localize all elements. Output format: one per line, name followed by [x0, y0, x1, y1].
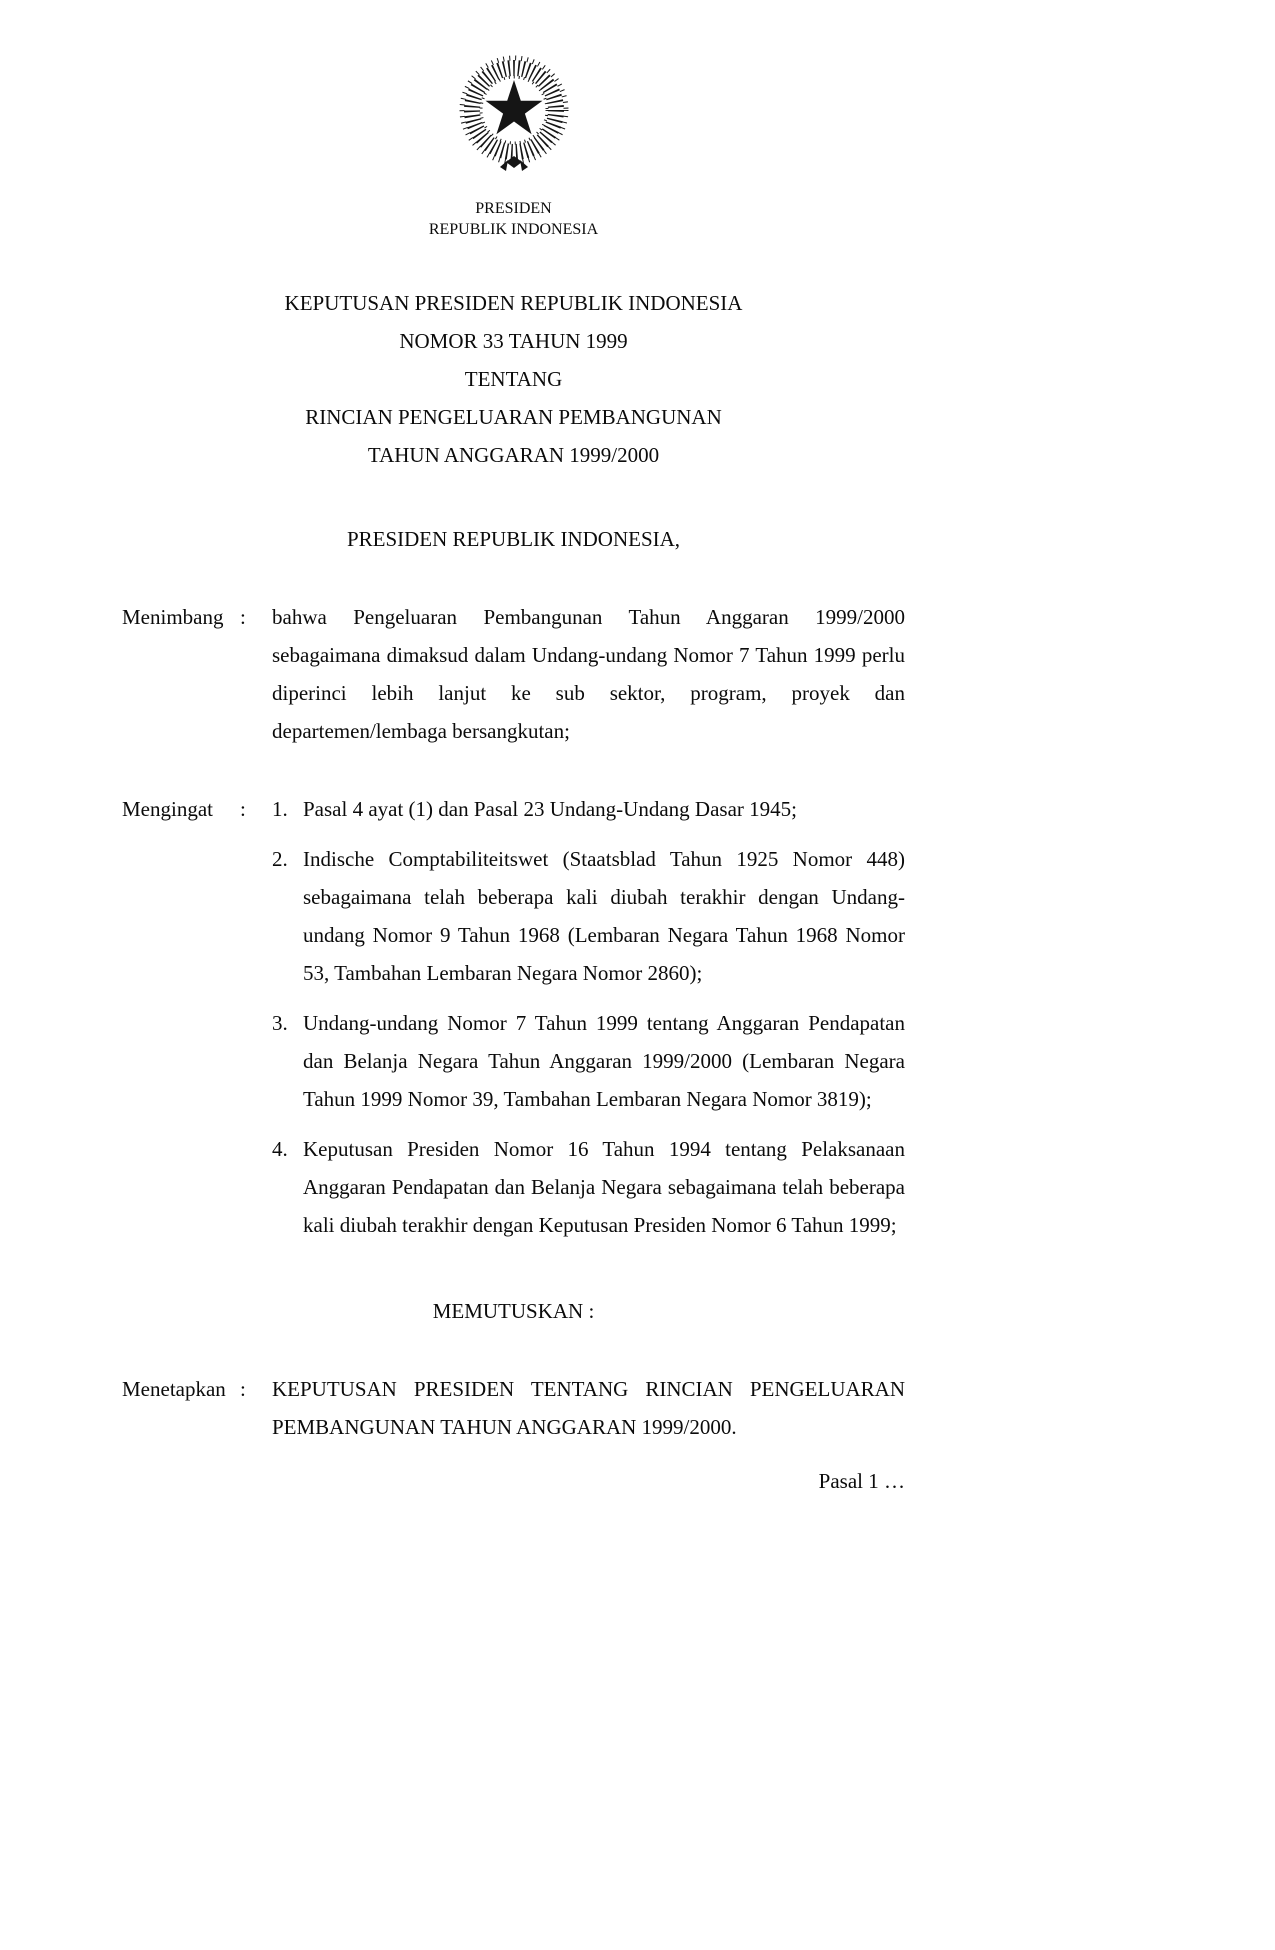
- recital-number: 1.: [272, 797, 288, 821]
- document-title: [122, 284, 905, 474]
- recitals-list: [272, 790, 905, 1244]
- recital-number: 4.: [272, 1137, 288, 1161]
- recital-item-2: [272, 840, 905, 992]
- recital-text: Keputusan Presiden Nomor 16 Tahun 1994 tentang Pelaksanaan Anggaran Pendapatan dan Belanja Negara sebagaimana telah beberapa kali diubah terakhir dengan Keputusan Presiden Nomor 6 Tahun 1999;: [303, 1137, 905, 1237]
- recital-item-1: [272, 790, 905, 828]
- title-line-5: TAHUN ANGGARAN 1999/2000: [367, 443, 660, 467]
- document-content: [122, 0, 905, 1500]
- considerations-section: [122, 598, 905, 750]
- recital-text: Undang-undang Nomor 7 Tahun 1999 tentang Anggaran Pendapatan dan Belanja Negara Tahun Anggaran 1999/2000 (Lembaran Negara Tahun 1999 Nomor 39, Tambahan Lembaran Negara Nomor 3819);: [303, 1011, 905, 1111]
- letterhead-line-republik: REPUBLIK INDONESIA: [428, 221, 599, 238]
- recitals-section: [122, 790, 905, 1244]
- recital-text: Pasal 4 ayat (1) dan Pasal 23 Undang-Undang Dasar 1945;: [303, 797, 797, 821]
- enactment-colon: :: [240, 1377, 246, 1401]
- presidential-seal: [450, 46, 578, 190]
- recital-item-3: [272, 1004, 905, 1118]
- considerations-text: bahwa Pengeluaran Pembangunan Tahun Anggaran 1999/2000 sebagaimana dimaksud dalam Undang-undang Nomor 7 Tahun 1999 perlu diperinci lebih lanjut ke sub sektor, program, proyek dan departemen/lembaga bersangkutan;: [272, 605, 905, 743]
- recitals-colon: :: [240, 797, 246, 821]
- enactment-label: Menetapkan: [122, 1377, 226, 1401]
- recital-item-4: [272, 1130, 905, 1244]
- title-line-2: NOMOR 33 TAHUN 1999: [399, 329, 628, 353]
- title-line-4: RINCIAN PENGELUARAN PEMBANGUNAN: [305, 405, 722, 429]
- recital-text: Indische Comptabiliteitswet (Staatsblad Tahun 1925 Nomor 448) sebagaimana telah beberapa kali diubah terakhir dengan Undang-undang Nomor 9 Tahun 1968 (Lembaran Negara Tahun 1968 Nomor 53, Tambahan Lembaran Negara Nomor 2860);: [303, 847, 905, 985]
- decision-heading: MEMUTUSKAN :: [432, 1299, 595, 1323]
- recital-number: 2.: [272, 847, 288, 871]
- title-line-3: TENTANG: [464, 367, 563, 391]
- letterhead: [122, 198, 905, 240]
- recital-number: 3.: [272, 1011, 288, 1035]
- title-line-1: KEPUTUSAN PRESIDEN REPUBLIK INDONESIA: [284, 291, 743, 315]
- enactment-text: KEPUTUSAN PRESIDEN TENTANG RINCIAN PENGELUARAN PEMBANGUNAN TAHUN ANGGARAN 1999/2000.: [272, 1377, 905, 1439]
- salutation: PRESIDEN REPUBLIK INDONESIA,: [346, 527, 681, 551]
- considerations-colon: :: [240, 605, 246, 629]
- star-wreath-icon: [450, 46, 578, 178]
- considerations-label: Menimbang: [122, 605, 224, 629]
- recitals-label: Mengingat: [122, 797, 213, 821]
- letterhead-line-presiden: PRESIDEN: [475, 200, 552, 217]
- page-continuation-marker: Pasal 1 …: [818, 1469, 905, 1493]
- enactment-section: [122, 1370, 905, 1446]
